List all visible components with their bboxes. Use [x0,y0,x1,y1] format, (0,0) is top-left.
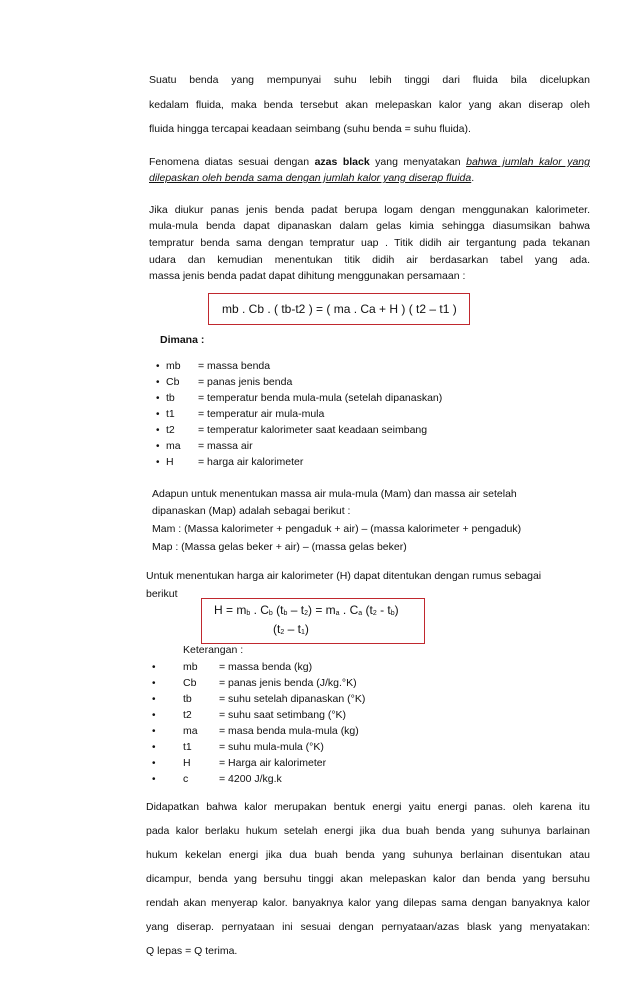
p5-line-2: berikut [146,588,178,600]
definition-item [156,358,442,374]
p6-line-4: dicampur, benda yang bersuhu tinggi akan melepaskan kalor dan benda yang bersuhu [146,873,590,885]
definitions-list-2 [152,659,365,787]
bullet-icon: • [156,361,160,372]
p2-emphasis-2: dilepaskan oleh benda sama dengan jumlah kalor yang diserap fluida [149,172,472,184]
bullet-icon: • [156,377,160,388]
definition-desc: = suhu saat setimbang (°K) [219,709,347,721]
bullet-icon: • [156,425,160,436]
definition-term: tb [166,392,175,404]
bullet-icon: • [152,726,156,737]
p2-mid: yang menyatakan [369,156,467,168]
bullet-icon: • [152,758,156,769]
bullet-icon: • [156,457,160,468]
p4-line-1: Adapun untuk menentukan massa air mula-mula (Mam) dan massa air setelah [152,488,517,500]
formula-2-denominator: (t2 – t1) [273,622,309,636]
definition-desc: = panas jenis benda [198,376,293,388]
definition-term: t2 [166,424,175,436]
bullet-icon: • [152,710,156,721]
p3-line-5: massa jenis benda padat dapat dihitung menggunakan persamaan : [149,270,466,282]
p3-line-1: Jika diukur panas jenis benda padat berupa logam dengan menggunakan kalorimeter. [149,204,590,216]
definition-term: c [183,773,189,785]
definition-desc: = 4200 J/kg.k [219,773,282,785]
bullet-icon: • [152,774,156,785]
p1-line-1: Suatu benda yang mempunyai suhu lebih tinggi dari fluida bila dicelupkan [149,74,590,86]
definition-desc: = panas jenis benda (J/kg.°K) [219,677,357,689]
p4-line-4: Map : (Massa gelas beker + air) – (massa gelas beker) [152,541,407,553]
p2-line-1 [149,155,590,169]
bullet-icon: • [152,742,156,753]
definition-term: mb [183,661,198,673]
p3-line-2: mula-mula benda dapat dipanaskan dalam gelas kimia sehingga diasumsikan bahwa [149,220,590,232]
definition-desc: = masa benda mula-mula (kg) [219,725,359,737]
azas-black-term: azas black [314,156,370,168]
definition-term: H [166,456,174,468]
definition-item [152,723,365,739]
dimana-label: Dimana : [160,334,205,346]
definition-term: Cb [183,677,197,689]
keterangan-label: Keterangan : [183,644,244,656]
definitions-list-1 [156,358,442,470]
definition-item [152,691,365,707]
definition-term: ma [183,725,198,737]
bullet-icon: • [156,409,160,420]
p6-line-7: Q lepas = Q terima. [146,945,238,957]
bullet-icon: • [156,441,160,452]
definition-desc: = massa benda (kg) [219,661,313,673]
definition-desc: = suhu mula-mula (°K) [219,741,324,753]
bullet-icon: • [156,393,160,404]
definition-desc: = Harga air kalorimeter [219,757,327,769]
p1-line-3: fluida hingga tercapai keadaan seimbang (suhu benda = suhu fluida). [149,123,471,135]
formula-2-numerator: H = mb . Cb (tb – t2) = ma . Ca (t2 - tb) [214,603,399,617]
definition-item [156,374,442,390]
definition-desc: = temperatur benda mula-mula (setelah dipanaskan) [198,392,443,404]
definition-item [156,406,442,422]
p4-line-3: Mam : (Massa kalorimeter + pengaduk + air) – (massa kalorimeter + pengaduk) [152,523,522,535]
definition-item [156,438,442,454]
p3-line-4: udara dan kemudian menentukan titik didih air berdasarkan tabel yang ada. [149,254,590,266]
definition-term: mb [166,360,181,372]
definition-item [152,659,365,675]
definition-item [152,675,365,691]
definition-term: H [183,757,191,769]
formula-1: mb . Cb . ( tb-t2 ) = ( ma . Ca + H ) ( t2 – t1 ) [222,302,457,316]
bullet-icon: • [152,662,156,673]
p3-line-3: tempratur benda sama dengan tempratur uap . Titik didih air tergantung pada tekanan [149,237,590,249]
definition-desc: = suhu setelah dipanaskan (°K) [219,693,366,705]
p6-line-5: rendah akan menyerap kalor. banyaknya kalor yang dilepas sama dengan banyaknya kalor [146,897,590,909]
p1-line-2: kedalam fluida, maka benda tersebut akan melepaskan kalor yang akan diserap oleh [149,99,590,111]
definition-item [156,422,442,438]
definition-term: Cb [166,376,180,388]
definition-item [152,707,365,723]
p2-line-2 [149,171,474,185]
p6-line-2: pada kalor berlaku hukum setelah energi jika dua buah benda yang suhunya barlainan [146,825,590,837]
definition-desc: = massa benda [198,360,271,372]
definition-item [156,454,442,470]
definition-desc: = harga air kalorimeter [198,456,304,468]
definition-item [152,739,365,755]
p4-line-2: dipanaskan (Map) adalah sebagai berikut : [152,505,351,517]
p2-emphasis-1: bahwa jumlah kalor yang [466,156,590,168]
bullet-icon: • [152,694,156,705]
p2-pre: Fenomena diatas sesuai dengan [149,156,315,168]
p2-end: . [471,172,475,184]
definition-item [152,755,365,771]
definition-term: t1 [166,408,175,420]
definition-desc: = temperatur kalorimeter saat keadaan seimbang [198,424,428,436]
definition-term: ma [166,440,181,452]
p6-line-3: hukum kekelan energi jika dua buah benda yang suhunya berlainan disentukan atau [146,849,590,861]
definition-term: tb [183,693,192,705]
definition-item [156,390,442,406]
definition-desc: = massa air [198,440,253,452]
p6-line-1: Didapatkan bahwa kalor merupakan bentuk energi yaitu energi panas. oleh karena itu [146,801,590,813]
definition-item [152,771,365,787]
definition-desc: = temperatur air mula-mula [198,408,325,420]
p5-line-1: Untuk menentukan harga air kalorimeter (H) dapat ditentukan dengan rumus sebagai [146,570,542,582]
definition-term: t2 [183,709,192,721]
definition-term: t1 [183,741,192,753]
p6-line-6: yang diserap. pernyataan ini sesuai dengan pernyataan/azas blask yang menyatakan: [146,921,590,933]
bullet-icon: • [152,678,156,689]
